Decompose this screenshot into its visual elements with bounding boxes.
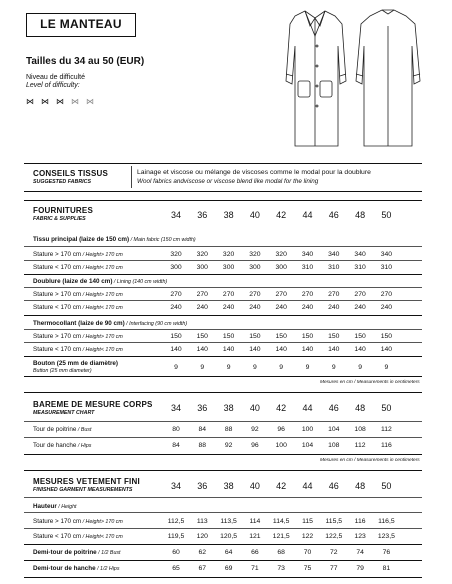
table-cell: 340	[380, 251, 393, 258]
divider	[24, 577, 422, 578]
table-cell: 96	[251, 442, 259, 449]
divider	[24, 163, 422, 164]
fabrics-title: CONSEILS TISSUS	[33, 169, 109, 178]
table-cell: 310	[301, 264, 314, 271]
divider	[24, 342, 422, 343]
coat-front-view	[286, 11, 346, 146]
table-cell: 9	[331, 364, 336, 371]
table-cell: 116	[380, 442, 392, 449]
table-cell: 150	[196, 333, 208, 340]
finished-subtitle: FINISHED GARMENT MEASUREMENTS	[33, 487, 133, 493]
table-cell: 140	[249, 346, 261, 353]
size-header-cell: 44	[302, 481, 313, 491]
size-header-cell: 50	[381, 210, 392, 220]
table-cell: 240	[275, 304, 287, 311]
row-label: Stature < 170 cm / Height< 170 cm	[33, 304, 123, 311]
finished-title: MESURES VETEMENT FINI	[33, 477, 140, 486]
table-cell: 112,5	[167, 518, 185, 525]
table-cell: 113	[196, 518, 208, 525]
table-cell: 71	[251, 565, 259, 572]
table-cell: 104	[301, 442, 314, 449]
table-cell: 150	[380, 333, 393, 340]
finished-size-header	[0, 481, 452, 493]
table-cell: 310	[354, 264, 366, 271]
divider	[24, 497, 422, 498]
table-cell: 67	[198, 565, 207, 572]
table-cell: 300	[196, 264, 208, 271]
table-cell: 140	[328, 346, 340, 353]
table-cell: 9	[305, 364, 310, 371]
difficulty-rating	[26, 97, 101, 106]
table-cell: 9	[226, 364, 231, 371]
table-cell: 92	[251, 426, 259, 433]
table-cell: 100	[301, 426, 314, 433]
table-cell: 100	[275, 442, 287, 449]
size-header-cell: 42	[276, 481, 287, 491]
bow-icon-outline: ⋈	[71, 97, 80, 106]
table-cell: 270	[196, 291, 208, 298]
divider	[24, 376, 422, 377]
table-cell: 79	[356, 565, 364, 572]
divider	[24, 356, 422, 357]
table-cell: 122,5	[325, 533, 343, 540]
divider	[24, 421, 422, 422]
table-cell: 9	[384, 364, 389, 371]
table-cell: 60	[172, 549, 180, 556]
size-header-cell: 36	[197, 403, 208, 413]
difficulty-label-en: Level of difficulty:	[26, 82, 80, 89]
table-cell: 150	[249, 333, 261, 340]
table-cell: 140	[301, 346, 314, 353]
row-label: Button (25 mm diameter)	[33, 368, 92, 374]
table-cell: 69	[224, 565, 233, 572]
table-cell: 270	[301, 291, 314, 298]
divider	[24, 560, 422, 561]
table-cell: 270	[170, 291, 182, 298]
table-cell: 310	[380, 264, 393, 271]
table-cell: 70	[303, 549, 312, 556]
table-cell: 84	[172, 442, 180, 449]
table-cell: 140	[222, 346, 235, 353]
table-cell: 270	[222, 291, 235, 298]
row-label: Stature > 170 cm / Height> 170 cm	[33, 251, 123, 258]
table-cell: 340	[301, 251, 314, 258]
divider	[24, 200, 422, 201]
table-cell: 270	[328, 291, 340, 298]
table-cell: 9	[358, 364, 362, 371]
size-header-cell: 46	[328, 481, 339, 491]
table-cell: 140	[275, 346, 287, 353]
measurement-chart-title: BAREME DE MESURE CORPS	[33, 400, 153, 409]
table-cell: 66	[251, 549, 259, 556]
size-header-cell: 50	[381, 481, 392, 491]
divider	[24, 300, 422, 301]
table-cell: 320	[249, 251, 261, 258]
size-header-cell: 44	[302, 403, 313, 413]
table-cell: 150	[170, 333, 182, 340]
table-cell: 115	[302, 518, 313, 525]
table-cell: 9	[200, 364, 205, 371]
table-cell: 88	[224, 426, 233, 433]
size-header-cell: 38	[223, 210, 234, 220]
table-cell: 320	[222, 251, 235, 258]
table-cell: 72	[330, 549, 338, 556]
table-cell: 300	[249, 264, 261, 271]
size-header-cell: 38	[223, 481, 234, 491]
row-label: Stature < 170 cm / Height< 170 cm	[33, 533, 123, 540]
bow-icon-outline: ⋈	[86, 97, 95, 106]
table-cell: 240	[301, 304, 314, 311]
table-cell: 340	[328, 251, 340, 258]
table-cell: 320	[275, 251, 287, 258]
table-cell: 340	[354, 251, 366, 258]
row-label: Stature > 170 cm / Height> 170 cm	[33, 291, 123, 298]
table-cell: 84	[198, 426, 207, 433]
table-cell: 88	[198, 442, 207, 449]
table-cell: 123	[354, 533, 366, 540]
table-cell: 9	[279, 364, 284, 371]
fabrics-subtitle: SUGGESTED FABRICS	[33, 179, 91, 185]
table-cell: 240	[222, 304, 235, 311]
table-cell: 240	[328, 304, 340, 311]
table-cell: 113,5	[220, 518, 237, 525]
table-cell: 123,5	[377, 533, 395, 540]
size-header-cell: 34	[170, 210, 181, 220]
row-label: Tour de poitrine / Bust	[33, 426, 92, 433]
table-cell: 270	[380, 291, 393, 298]
table-cell: 270	[249, 291, 261, 298]
table-cell: 150	[275, 333, 287, 340]
size-header-cell: 40	[249, 403, 260, 413]
difficulty-label-fr: Niveau de difficulté	[26, 74, 86, 81]
table-cell: 76	[382, 549, 391, 556]
table-cell: 320	[170, 251, 182, 258]
units-note: Mesures en cm / Measurements in centimeters	[320, 380, 420, 385]
measurement-size-header	[0, 403, 452, 415]
coat-back-view	[356, 10, 420, 146]
table-cell: 300	[275, 264, 287, 271]
divider	[24, 260, 422, 261]
table-cell: 114	[249, 518, 261, 525]
bow-icon-filled: ⋈	[26, 97, 35, 106]
row-label: Tour de hanche / Hips	[33, 442, 92, 449]
table-cell: 112	[354, 442, 366, 449]
table-cell: 115,5	[325, 518, 343, 525]
bow-icon-filled: ⋈	[41, 97, 50, 106]
table-cell: 270	[354, 291, 366, 298]
divider	[24, 315, 422, 316]
row-label: Stature > 170 cm / Height> 170 cm	[33, 518, 123, 525]
table-cell: 270	[275, 291, 287, 298]
table-cell: 240	[196, 304, 208, 311]
table-cell: 77	[330, 565, 338, 572]
table-cell: 140	[354, 346, 366, 353]
size-header-cell: 48	[355, 210, 366, 220]
supplies-size-header	[0, 210, 452, 222]
size-header-cell: 44	[302, 210, 313, 220]
size-range: Tailles du 34 au 50 (EUR)	[26, 56, 145, 67]
size-header-cell: 36	[197, 481, 208, 491]
fabrics-text-fr: Lainage et viscose ou mélange de viscoses comme le modal pour la doublure	[137, 169, 371, 176]
table-cell: 74	[356, 549, 364, 556]
size-header-cell: 40	[249, 210, 260, 220]
table-cell: 108	[328, 442, 340, 449]
table-cell: 240	[249, 304, 261, 311]
table-cell: 150	[328, 333, 340, 340]
size-header-cell: 46	[328, 403, 339, 413]
table-cell: 73	[277, 565, 285, 572]
measurement-chart-subtitle: MEASUREMENT CHART	[33, 410, 95, 416]
size-header-cell: 46	[328, 210, 339, 220]
divider	[24, 274, 422, 275]
table-cell: 240	[354, 304, 366, 311]
group-label-buttons: Bouton (25 mm de diamètre)	[33, 360, 119, 367]
table-cell: 80	[172, 426, 180, 433]
supplies-title: FOURNITURES	[33, 206, 93, 215]
divider	[24, 287, 422, 288]
divider	[24, 528, 422, 529]
row-label: Demi-tour de hanche / 1/2 Hips	[33, 565, 120, 572]
table-cell: 108	[354, 426, 366, 433]
bow-icon-filled: ⋈	[56, 97, 65, 106]
table-cell: 320	[196, 251, 208, 258]
table-cell: 140	[170, 346, 182, 353]
row-label: Demi-tour de poitrine / 1/2 Bust	[33, 549, 121, 556]
divider	[24, 329, 422, 330]
table-cell: 116	[354, 518, 366, 525]
row-label: Stature < 170 cm / Height< 170 cm	[33, 346, 123, 353]
divider	[24, 544, 422, 545]
table-cell: 121	[249, 533, 261, 540]
divider	[131, 166, 132, 188]
row-label: Stature < 170 cm / Height< 170 cm	[33, 264, 123, 271]
size-header-cell: 42	[276, 210, 287, 220]
table-cell: 64	[224, 549, 233, 556]
table-cell: 300	[170, 264, 182, 271]
size-header-cell: 36	[197, 210, 208, 220]
size-header-cell: 50	[381, 403, 392, 413]
divider	[24, 246, 422, 247]
table-cell: 116,5	[378, 518, 395, 525]
table-cell: 62	[198, 549, 207, 556]
table-cell: 68	[277, 549, 285, 556]
table-cell: 104	[328, 426, 340, 433]
table-cell: 150	[354, 333, 366, 340]
table-cell: 240	[170, 304, 182, 311]
group-label-lining: Doublure (laize de 140 cm) / Lining (140 cm width)	[33, 278, 168, 285]
table-cell: 140	[196, 346, 208, 353]
table-cell: 65	[172, 565, 180, 572]
size-header-cell: 34	[170, 403, 181, 413]
group-label-height: Hauteur / Height	[33, 503, 77, 510]
group-label-interfacing: Thermocollant (laize de 90 cm) / Interfacing (90 cm width)	[33, 320, 188, 327]
coat-technical-drawing	[270, 6, 450, 156]
table-cell: 120,5	[220, 533, 238, 540]
group-label-main-fabric: Tissu principal (laize de 150 cm) / Main fabric (150 cm width)	[33, 236, 196, 243]
table-cell: 9	[253, 364, 257, 371]
divider	[24, 191, 422, 192]
divider	[24, 392, 422, 393]
size-header-cell: 48	[355, 481, 366, 491]
table-cell: 92	[224, 442, 233, 449]
divider	[24, 512, 422, 513]
pattern-title: LE MANTEAU	[26, 13, 136, 37]
size-header-cell: 40	[249, 481, 260, 491]
table-cell: 120	[196, 533, 208, 540]
size-header-cell: 34	[170, 481, 181, 491]
size-header-cell: 48	[355, 403, 366, 413]
table-cell: 96	[277, 426, 285, 433]
units-note: Mesures en cm / Measurements in centimeters	[320, 458, 420, 463]
table-cell: 150	[222, 333, 235, 340]
table-cell: 119,5	[167, 533, 185, 540]
fabrics-text-en: Wool fabrics andviscose or viscose blend like modal for the lining	[137, 178, 319, 185]
table-cell: 112	[380, 426, 392, 433]
row-label: Stature > 170 cm / Height> 170 cm	[33, 333, 123, 340]
size-header-cell: 38	[223, 403, 234, 413]
table-cell: 9	[174, 364, 178, 371]
divider	[24, 454, 422, 455]
table-cell: 150	[301, 333, 314, 340]
table-cell: 121,5	[272, 533, 290, 540]
size-header-cell: 42	[276, 403, 287, 413]
divider	[24, 437, 422, 438]
table-cell: 240	[380, 304, 393, 311]
table-cell: 81	[382, 565, 391, 572]
table-cell: 140	[380, 346, 393, 353]
table-cell: 114,5	[272, 518, 290, 525]
table-cell: 75	[303, 565, 312, 572]
table-cell: 122	[301, 533, 314, 540]
table-cell: 310	[328, 264, 340, 271]
table-cell: 300	[222, 264, 235, 271]
supplies-subtitle: FABRIC & SUPPLIES	[33, 216, 86, 222]
divider	[24, 470, 422, 471]
